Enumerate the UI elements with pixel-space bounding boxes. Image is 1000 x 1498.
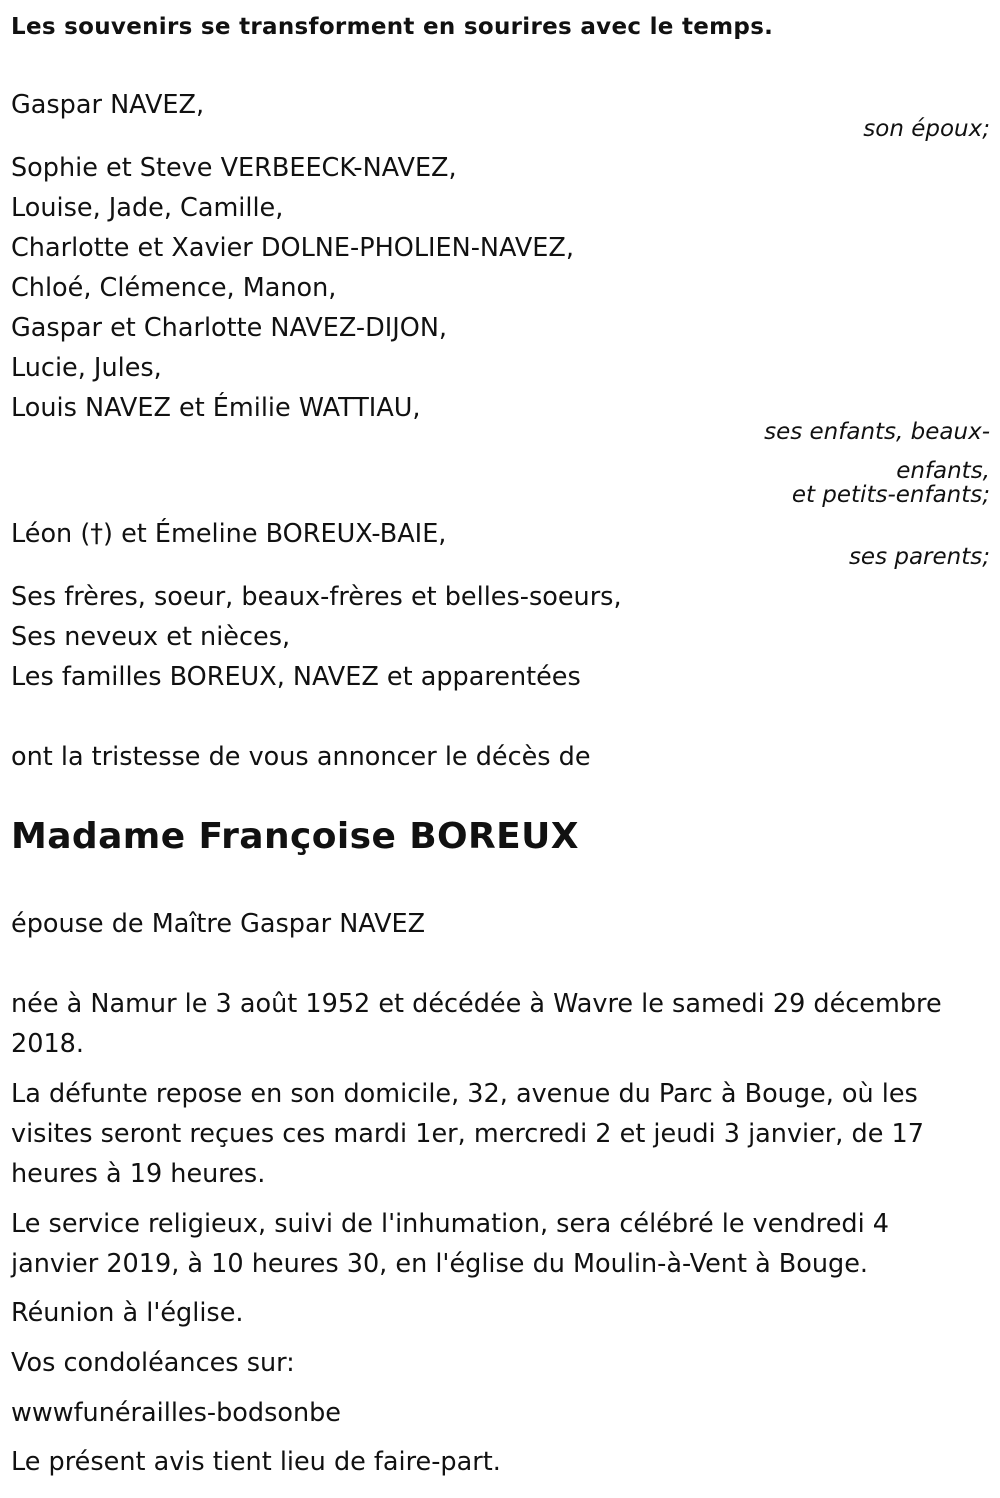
- children-relation-line: enfants,: [896, 458, 990, 484]
- parents-relation: ses parents;: [848, 544, 990, 570]
- deceased-name: Madame Françoise BOREUX: [11, 816, 579, 857]
- birth-death-text: née à Namur le 3 août 1952 et décédée à Wavre le samedi 29 décembre 2018.: [11, 989, 942, 1059]
- reunion-text: Réunion à l'église.: [11, 1298, 244, 1328]
- family-line: Sophie et Steve VERBEECK-NAVEZ,: [11, 153, 457, 183]
- family-line: Louis NAVEZ et Émilie WATTIAU,: [11, 393, 421, 423]
- family-line: Louise, Jade, Camille,: [11, 193, 284, 223]
- condolences-website: wwwfunérailles-bodsonbe: [11, 1398, 341, 1428]
- spouse-name: Gaspar NAVEZ,: [11, 90, 205, 120]
- parents-name: Léon (†) et Émeline BOREUX-BAIE,: [11, 519, 447, 549]
- visitation-text: La défunte repose en son domicile, 32, avenue du Parc à Bouge, où les visites seront reçues ces mardi 1er, mercredi 2 et jeudi 3 janvier, de 17 heures à 19 heures.: [11, 1079, 924, 1189]
- family-line: Les familles BOREUX, NAVEZ et apparentées: [11, 662, 581, 692]
- family-line: Chloé, Clémence, Manon,: [11, 273, 337, 303]
- service-text: Le service religieux, suivi de l'inhumation, sera célébré le vendredi 4 janvier 2019, à 10 heures 30, en l'église du Moulin-à-Vent à Bouge.: [11, 1209, 889, 1279]
- motto: Les souvenirs se transforment en sourires avec le temps.: [11, 14, 774, 40]
- condolences-label: Vos condoléances sur:: [11, 1348, 295, 1378]
- family-line: Gaspar et Charlotte NAVEZ-DIJON,: [11, 313, 448, 343]
- family-line: Ses neveux et nièces,: [11, 622, 291, 652]
- spouse-relation: son époux;: [863, 116, 990, 142]
- family-line: Ses frères, soeur, beaux-frères et belles-soeurs,: [11, 582, 622, 612]
- family-line: Lucie, Jules,: [11, 353, 162, 383]
- family-line: Charlotte et Xavier DOLNE-PHOLIEN-NAVEZ,: [11, 233, 574, 263]
- spouse-of-text: épouse de Maître Gaspar NAVEZ: [11, 909, 426, 939]
- announcement-text: ont la tristesse de vous annoncer le décès de: [11, 742, 591, 772]
- closing-note: Le présent avis tient lieu de faire-part.: [11, 1447, 501, 1477]
- children-relation-line: ses enfants, beaux-: [764, 419, 990, 445]
- children-relation-line: et petits-enfants;: [791, 482, 990, 508]
